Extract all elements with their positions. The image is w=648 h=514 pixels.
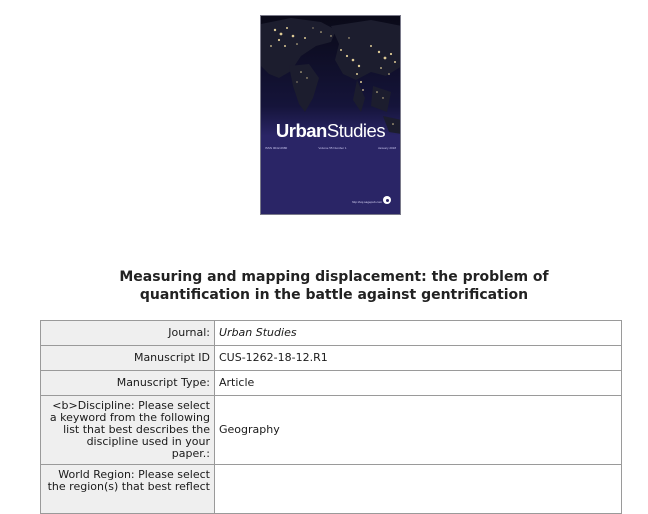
table-row xyxy=(41,321,622,346)
table-row xyxy=(41,346,622,371)
row-label-manuscript-id: Manuscript ID xyxy=(41,346,215,371)
row-label-discipline: <b>Discipline: Please select a keyword from the following list that best describes the discipline used in your paper.: xyxy=(41,396,215,465)
cover-issn: ISSN 0042-0980 xyxy=(265,146,288,150)
cover-url: http://usj.sagepub.com xyxy=(352,200,383,204)
row-label-manuscript-type: Manuscript Type: xyxy=(41,371,215,396)
cover-journal-title: UrbanStudies xyxy=(275,120,386,141)
row-value-journal: Urban Studies xyxy=(215,321,622,346)
cover-issue-info xyxy=(265,146,396,150)
row-value-manuscript-type: Article xyxy=(215,371,622,396)
row-value-manuscript-id: CUS-1262-18-12.R1 xyxy=(215,346,622,371)
paper-title xyxy=(60,268,608,304)
sage-logo-icon xyxy=(383,196,391,204)
row-value-world-region xyxy=(215,465,622,514)
cover-date: January 2018 xyxy=(377,146,396,150)
night-earth-map xyxy=(261,16,401,215)
table-row xyxy=(41,465,622,514)
manuscript-info-table xyxy=(40,320,622,514)
table-row xyxy=(41,371,622,396)
row-label-world-region: World Region: Please select the region(s) that best reflect xyxy=(41,465,215,514)
journal-cover-image xyxy=(260,15,401,215)
table-row xyxy=(41,396,622,465)
paper-title-line-1: Measuring and mapping displacement: the problem of xyxy=(119,269,549,285)
cover-volume: Volume 55 Number 1 xyxy=(318,146,347,150)
row-label-journal: Journal: xyxy=(41,321,215,346)
paper-title-line-2: quantification in the battle against gentrification xyxy=(139,287,529,303)
row-value-discipline: Geography xyxy=(215,396,622,465)
